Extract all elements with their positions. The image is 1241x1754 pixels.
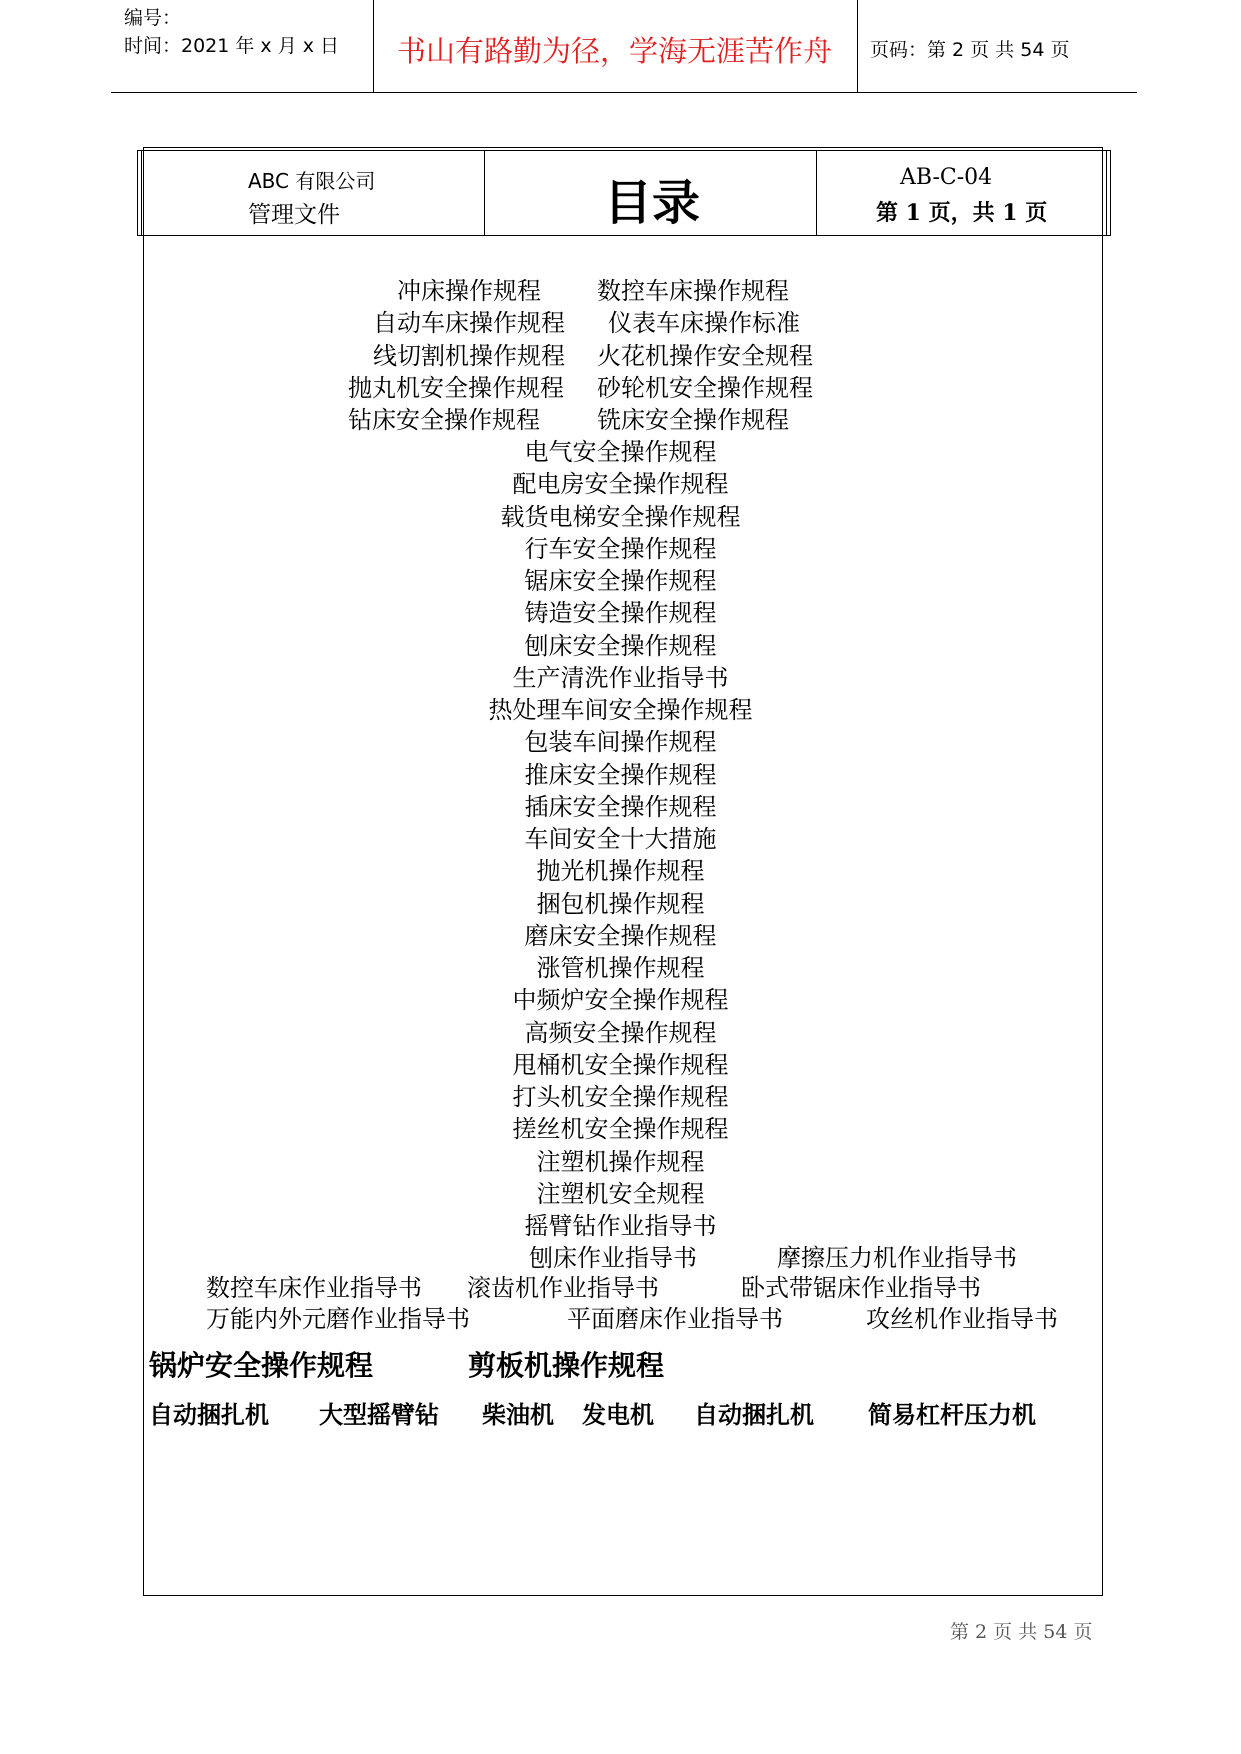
toc-item: 摩擦压力机作业指导书 xyxy=(777,1244,1017,1272)
company-name: ABC 有限公司 xyxy=(248,169,376,193)
toc-item: 锅炉安全操作规程 xyxy=(149,1349,374,1382)
table-divider xyxy=(484,150,485,236)
toc-item: 剪板机操作规程 xyxy=(468,1349,665,1382)
toc-item: 甩桶机安全操作规程 xyxy=(512,1051,729,1079)
toc-item: 捆包机操作规程 xyxy=(536,890,705,918)
page-info: 第 1 页，共 1 页 xyxy=(876,200,1048,226)
toc-item: 砂轮机安全操作规程 xyxy=(597,374,813,402)
toc-item: 锯床安全操作规程 xyxy=(524,567,717,595)
toc-item: 仪表车床操作标准 xyxy=(608,309,800,337)
toc-item: 滚齿机作业指导书 xyxy=(467,1274,659,1302)
toc-item: 大型摇臂钻 xyxy=(319,1401,439,1429)
toc-item: 插床安全操作规程 xyxy=(524,793,717,821)
toc-item: 万能内外元磨作业指导书 xyxy=(206,1305,470,1333)
toc-item: 摇臂钻作业指导书 xyxy=(524,1212,717,1240)
toc-item: 包装车间操作规程 xyxy=(524,728,717,756)
toc-item: 推床安全操作规程 xyxy=(524,761,717,789)
toc-item: 注塑机操作规程 xyxy=(536,1148,705,1176)
toc-item: 自动捆扎机 xyxy=(149,1401,269,1429)
toc-item: 钻床安全操作规程 xyxy=(348,406,540,434)
header-divider xyxy=(373,0,374,92)
toc-item: 配电房安全操作规程 xyxy=(512,470,729,498)
toc-item: 攻丝机作业指导书 xyxy=(866,1305,1058,1333)
toc-item: 刨床安全操作规程 xyxy=(524,632,717,660)
toc-item: 热处理车间安全操作规程 xyxy=(488,696,753,724)
doc-code: AB-C-04 xyxy=(900,165,993,190)
toc-item: 电气安全操作规程 xyxy=(524,438,717,466)
toc-item: 生产清洗作业指导书 xyxy=(512,664,729,692)
date-label: 时间：2021 年 x 月 x 日 xyxy=(124,35,340,57)
header-divider xyxy=(857,0,858,92)
toc-item: 发电机 xyxy=(582,1401,654,1429)
toc-item: 铣床安全操作规程 xyxy=(597,406,789,434)
header-rule xyxy=(111,92,1137,93)
toc-item: 数控车床作业指导书 xyxy=(206,1274,422,1302)
toc-item: 行车安全操作规程 xyxy=(524,535,717,563)
toc-item: 数控车床操作规程 xyxy=(597,277,789,305)
toc-item: 抛丸机安全操作规程 xyxy=(348,374,564,402)
toc-item: 载货电梯安全操作规程 xyxy=(500,503,741,531)
toc-item: 冲床操作规程 xyxy=(397,277,541,305)
toc-item: 搓丝机安全操作规程 xyxy=(512,1115,729,1143)
page-title: 目录 xyxy=(604,175,701,231)
toc-item: 磨床安全操作规程 xyxy=(524,922,717,950)
page-footer: 第 2 页 共 54 页 xyxy=(950,1621,1093,1643)
toc-item: 柴油机 xyxy=(482,1401,554,1429)
toc-item: 中频炉安全操作规程 xyxy=(512,986,729,1014)
toc-item: 卧式带锯床作业指导书 xyxy=(741,1274,981,1302)
toc-item: 打头机安全操作规程 xyxy=(512,1083,729,1111)
doc-type: 管理文件 xyxy=(248,202,340,228)
table-divider xyxy=(816,150,817,236)
toc-item: 火花机操作安全规程 xyxy=(597,342,813,370)
number-label: 编号： xyxy=(124,7,182,29)
toc-item: 抛光机操作规程 xyxy=(536,857,705,885)
toc-item: 自动车床操作规程 xyxy=(373,309,565,337)
toc-item: 高频安全操作规程 xyxy=(524,1019,717,1047)
page-code: 页码：第 2 页 共 54 页 xyxy=(870,39,1070,61)
toc-item: 自动捆扎机 xyxy=(694,1401,814,1429)
toc-item: 简易杠杆压力机 xyxy=(868,1401,1036,1429)
toc-item: 线切割机操作规程 xyxy=(373,342,565,370)
toc-item: 铸造安全操作规程 xyxy=(524,599,717,627)
toc-item: 刨床作业指导书 xyxy=(529,1244,697,1272)
motto: 书山有路勤为径，学海无涯苦作舟 xyxy=(397,34,833,68)
toc-item: 车间安全十大措施 xyxy=(524,825,717,853)
toc-item: 注塑机安全规程 xyxy=(536,1180,705,1208)
toc-item: 平面磨床作业指导书 xyxy=(567,1305,783,1333)
toc-item: 涨管机操作规程 xyxy=(536,954,705,982)
